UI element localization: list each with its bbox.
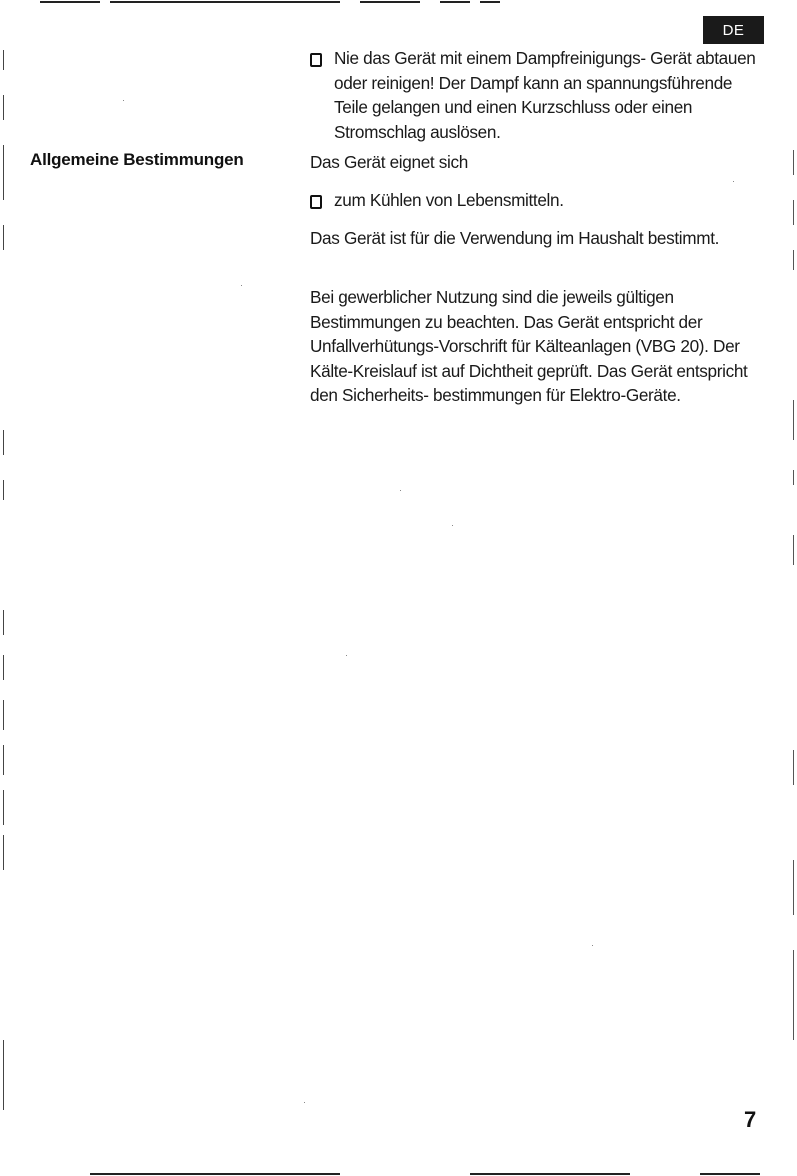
scan-mark: [3, 225, 4, 250]
scan-mark: [793, 200, 794, 225]
scan-mark: [793, 535, 794, 565]
scan-edge-top: [0, 0, 797, 4]
scan-mark: [3, 50, 4, 70]
scan-mark: [3, 655, 4, 680]
scan-mark: [793, 860, 794, 915]
scan-mark: [793, 950, 794, 1040]
suitability-text: zum Kühlen von Lebensmitteln.: [334, 190, 564, 210]
scan-mark: [793, 150, 794, 175]
scan-mark: [3, 610, 4, 635]
scan-mark: [3, 790, 4, 825]
scan-mark: [793, 250, 794, 270]
scan-mark: [3, 430, 4, 455]
language-badge: DE: [703, 16, 764, 44]
scan-mark: [3, 745, 4, 775]
checkbox-bullet-icon: [310, 53, 322, 67]
household-use-paragraph: Das Gerät ist für die Verwendung im Haushalt bestimmt.: [310, 228, 720, 248]
scan-mark: [3, 480, 4, 500]
section-heading: Allgemeine Bestimmungen: [30, 150, 244, 169]
warning-list-item: [310, 46, 758, 144]
warning-text: Nie das Gerät mit einem Dampfreinigungs- Gerät abtauen oder reinigen! Der Dampf kann an spannungsführende Teile gelangen und einen Kurzschluss oder einen Stromschlag auslösen.: [334, 48, 756, 142]
commercial-use-paragraph: Bei gewerblicher Nutzung sind die jeweils gültigen Bestimmungen zu beachten. Das Gerät entspricht der Unfallverhütungs-Vorschrift für Kälteanlagen (VBG 20). Der Kälte-Kreislauf ist auf Dichtheit geprüft. Das Gerät entspricht den Sicherheits- bestimmungen für Elektro-Geräte.: [310, 287, 748, 406]
scan-mark: [793, 470, 794, 485]
suitability-intro: Das Gerät eignet sich: [310, 152, 468, 172]
scan-mark: [793, 750, 794, 785]
scan-mark: [3, 145, 4, 200]
scan-mark: [3, 835, 4, 870]
scan-mark: [793, 400, 794, 440]
page-number: 7: [744, 1107, 757, 1132]
checkbox-bullet-icon: [310, 195, 322, 209]
scan-edge-bottom: [0, 1172, 797, 1176]
scan-mark: [3, 95, 4, 120]
scan-mark: [3, 700, 4, 730]
suitability-list-item: [310, 188, 758, 213]
scan-mark: [3, 1040, 4, 1110]
